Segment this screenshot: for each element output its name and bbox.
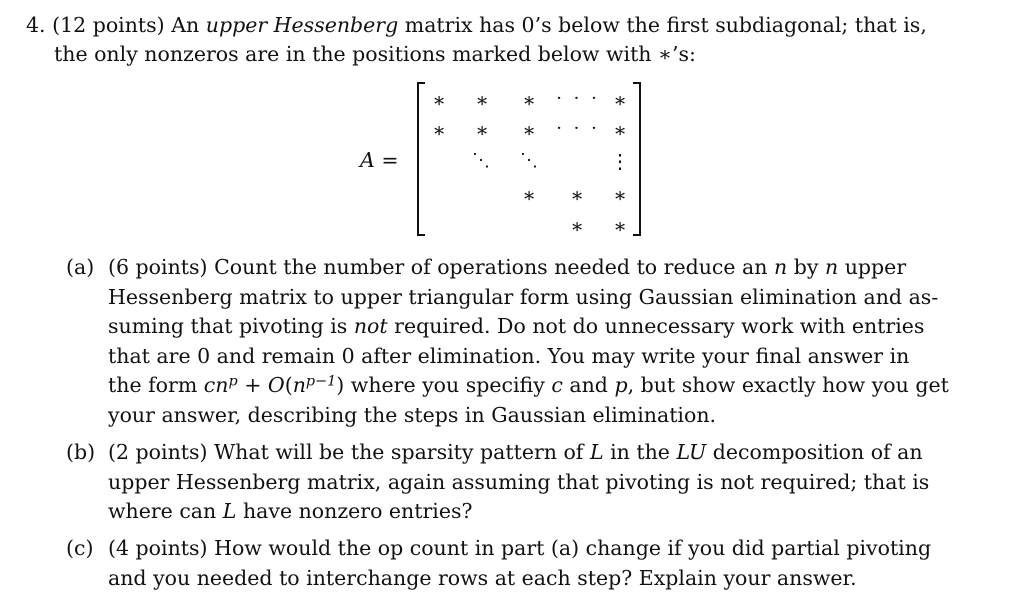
part-a-text: the form [108,373,198,397]
matrix-entry: ∗ [475,88,489,112]
problem-line-1 [26,13,927,37]
formula-paren: ) [336,373,345,397]
part-b-text: have nonzero entries? [242,499,473,523]
matrix-entry: ∗ [613,88,627,112]
part-b-text: What will be the sparsity pattern of [214,440,584,464]
part-b-line-3 [108,499,473,523]
matrix-entry: ∗ [432,118,446,142]
formula-n: n [292,373,306,397]
part-a-text: required. Do not do unnecessary work with entries [394,314,925,338]
matrix-entry: ∗ [570,214,584,238]
part-a-line-3 [108,314,924,338]
matrix-entry: ∗ [522,183,536,207]
part-b-line-2: upper Hessenberg matrix, again assuming that pivoting is not required; that is [108,470,930,494]
part-a-text: upper [844,255,907,279]
part-b-text: where can [108,499,217,523]
var-LU: LU [676,440,707,464]
part-a-text: suming that pivoting is [108,314,348,338]
matrix-entry: ∗ [613,183,627,207]
matrix-ddots: ⋱ [520,150,538,171]
part-b-label: (b) [66,440,96,464]
var-L: L [589,440,604,464]
matrix-entry: ∗ [432,88,446,112]
part-a-text: and [569,373,608,397]
var-n: n [825,255,839,279]
matrix-label [360,148,399,172]
part-a-text: , but show exactly how you get [627,373,949,397]
formula-exp: p [228,373,238,390]
part-b-points: (2 points) [108,440,208,464]
right-bracket [633,82,641,236]
var-p: p [614,373,628,397]
part-b-line-1 [108,440,923,464]
matrix-entry: ∗ [522,88,536,112]
part-b-text: decomposition of an [712,440,923,464]
var-L: L [222,499,237,523]
matrix-entry: ∗ [613,214,627,238]
part-a-points: (6 points) [108,255,208,279]
formula-plus: + [237,373,268,397]
matrix-entry: ∗ [613,118,627,142]
part-c-line-2: and you needed to interchange rows at each step? Explain your answer. [108,566,857,590]
matrix-symbol: A [360,148,375,172]
var-n: n [774,255,788,279]
part-a-text: where you specifiy [350,373,545,397]
part-c-label: (c) [66,536,94,560]
part-a-text: Count the number of operations needed to reduce an [214,255,768,279]
part-a-text: by [793,255,819,279]
problem-intro-text: An [171,13,200,37]
formula [204,373,344,397]
formula-cn: cn [203,373,229,397]
part-a-label: (a) [66,255,95,279]
emphasis-not: not [353,314,388,338]
problem-points: (12 points) [52,13,165,37]
problem-intro-term: upper Hessenberg [205,13,399,37]
formula-exp: p−1 [305,373,337,390]
equals-sign: = [381,148,399,172]
part-a-line-1 [108,255,906,279]
formula-paren: ( [284,373,293,397]
matrix-ddots: ⋱ [472,150,490,171]
part-a-line-5 [108,373,949,397]
part-a-line-4: that are 0 and remain 0 after elimination. You may write your final answer in [108,344,910,368]
problem-line-2: the only nonzeros are in the positions marked below with ∗’s: [54,42,696,66]
formula-big-o: O [267,373,285,397]
matrix-entry: ∗ [475,118,489,142]
var-c: c [551,373,563,397]
hessenberg-matrix [360,80,660,242]
matrix-entry: ∗ [522,118,536,142]
matrix-hdots: · · · [556,88,600,109]
problem-intro-rest: matrix has 0’s below the first subdiagonal; that is, [404,13,927,37]
part-a-line-6: your answer, describing the steps in Gaussian elimination. [108,403,717,427]
matrix-vdots: ⋮ [610,149,630,173]
left-bracket [417,82,425,236]
part-c-line-1 [108,536,931,560]
matrix-entry: ∗ [570,183,584,207]
part-a-line-2: Hessenberg matrix to upper triangular form using Gaussian elimination and as- [108,285,939,309]
matrix-hdots: · · · [556,118,600,139]
part-c-points: (4 points) [108,536,208,560]
part-b-text: in the [610,440,670,464]
part-c-text: How would the op count in part (a) change if you did partial pivoting [214,536,932,560]
problem-number: 4. [26,13,46,37]
